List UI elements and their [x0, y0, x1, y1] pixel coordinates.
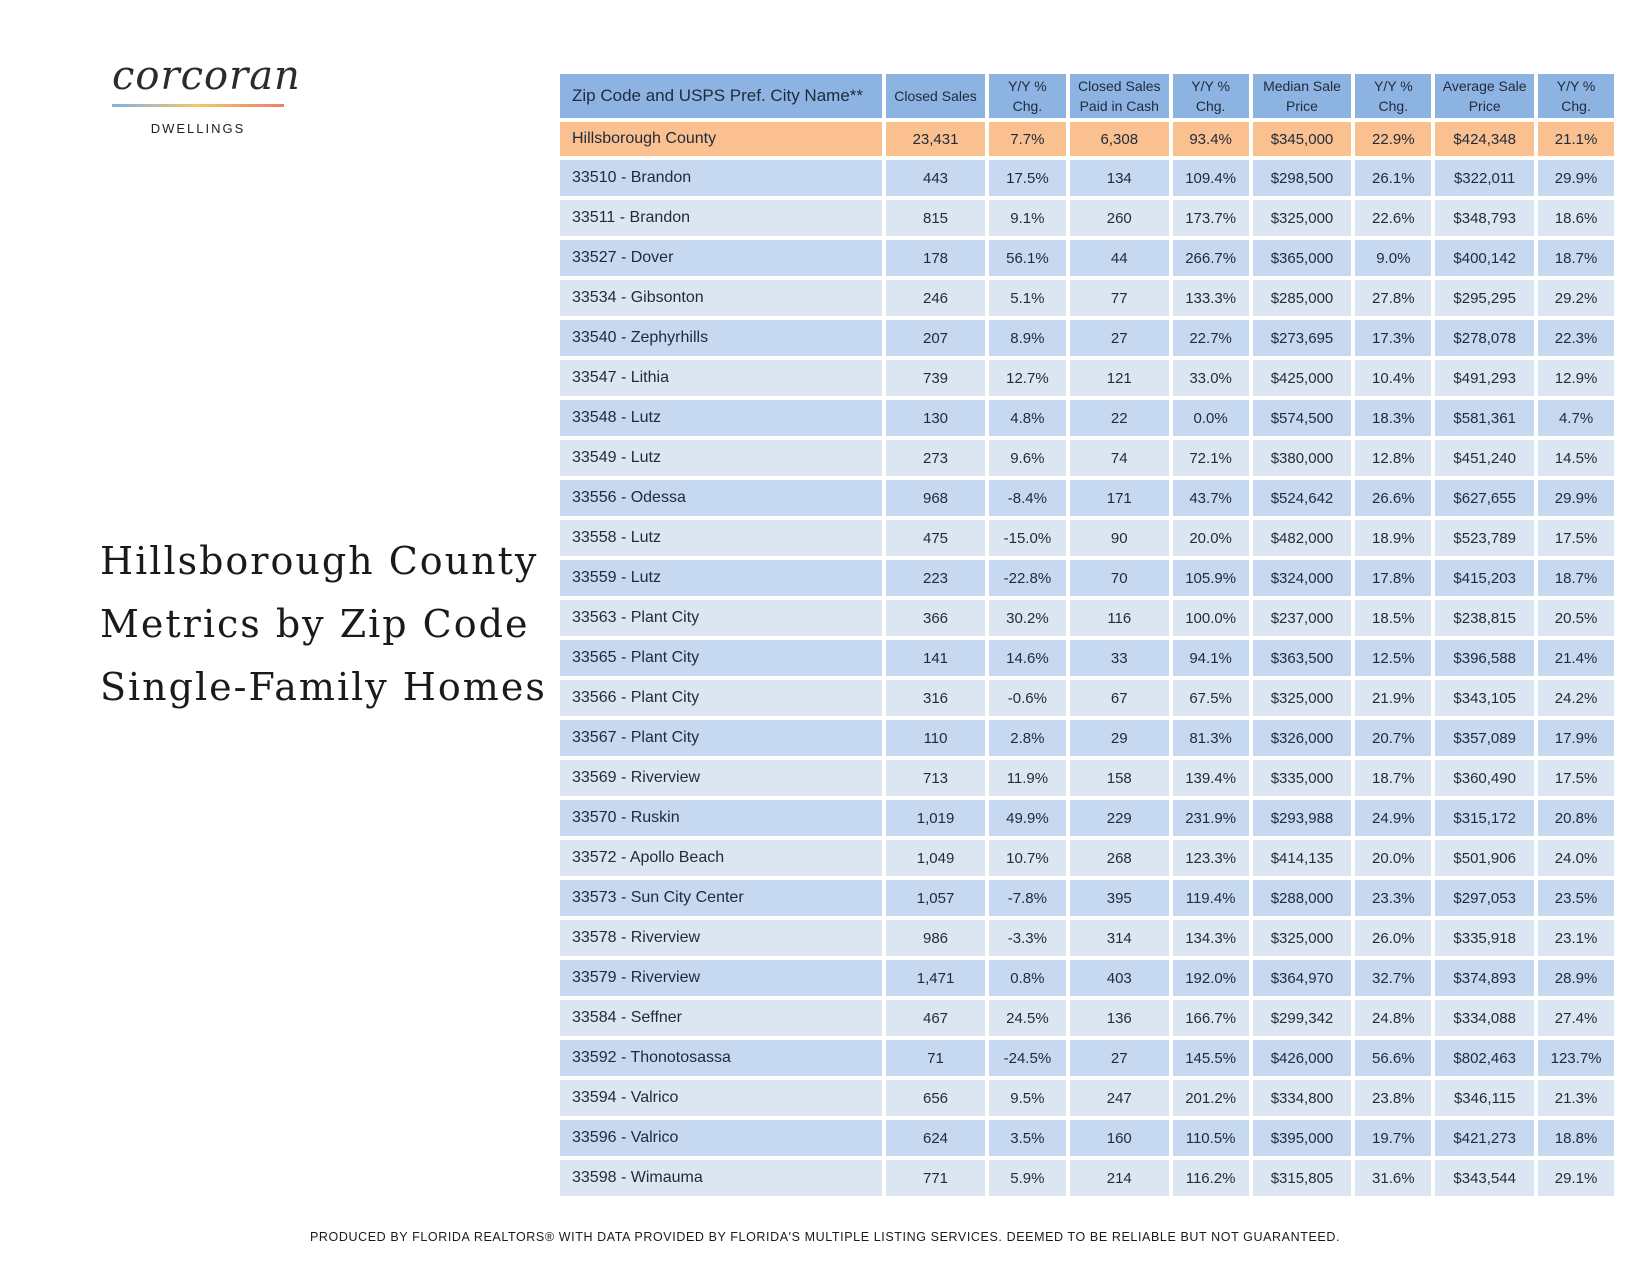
corcoran-logo [112, 52, 301, 136]
table-row [560, 200, 1614, 236]
cash-sales-yy-cell: 72.1% [1173, 440, 1249, 476]
county-median-price-yy-cell: 22.9% [1355, 122, 1431, 156]
table-row [560, 240, 1614, 276]
median-price-yy-cell: 19.7% [1355, 1120, 1431, 1156]
table-row [560, 1120, 1614, 1156]
zip-city-cell: 33527 - Dover [560, 240, 882, 276]
zip-city-cell: 33598 - Wimauma [560, 1160, 882, 1196]
median-price-cell: $325,000 [1253, 920, 1352, 956]
average-price-cell: $451,240 [1435, 440, 1534, 476]
zip-city-cell: 33547 - Lithia [560, 360, 882, 396]
closed-sales-cell: 1,057 [886, 880, 985, 916]
closed-sales-cell: 968 [886, 480, 985, 516]
average-price-cell: $348,793 [1435, 200, 1534, 236]
zip-city-cell: 33556 - Odessa [560, 480, 882, 516]
average-price-cell: $346,115 [1435, 1080, 1534, 1116]
average-price-yy-cell: 17.5% [1538, 520, 1614, 556]
cash-sales-cell: 247 [1070, 1080, 1169, 1116]
median-price-cell: $334,800 [1253, 1080, 1352, 1116]
logo-gradient-bar [112, 104, 284, 107]
closed-sales-yy-cell: -0.6% [989, 680, 1066, 716]
county-closed-sales-yy-cell: 7.7% [989, 122, 1066, 156]
median-price-cell: $335,000 [1253, 760, 1352, 796]
average-price-yy-cell: 21.4% [1538, 640, 1614, 676]
median-price-cell: $482,000 [1253, 520, 1352, 556]
average-price-yy-cell: 18.8% [1538, 1120, 1614, 1156]
cash-sales-yy-cell: 231.9% [1173, 800, 1249, 836]
zip-city-cell: 33548 - Lutz [560, 400, 882, 436]
median-price-yy-cell: 27.8% [1355, 280, 1431, 316]
median-price-cell: $298,500 [1253, 160, 1352, 196]
median-price-cell: $365,000 [1253, 240, 1352, 276]
zip-city-cell: 33573 - Sun City Center [560, 880, 882, 916]
average-price-cell: $315,172 [1435, 800, 1534, 836]
closed-sales-cell: 656 [886, 1080, 985, 1116]
table-row [560, 720, 1614, 756]
closed-sales-yy-cell: 17.5% [989, 160, 1066, 196]
closed-sales-cell: 1,049 [886, 840, 985, 876]
median-price-yy-cell: 32.7% [1355, 960, 1431, 996]
title-line-2: Metrics by Zip Code [100, 602, 530, 646]
title-line-1: Hillsborough County [100, 539, 539, 583]
median-price-cell: $293,988 [1253, 800, 1352, 836]
zip-city-cell: 33578 - Riverview [560, 920, 882, 956]
median-price-yy-cell: 24.9% [1355, 800, 1431, 836]
cash-sales-yy-cell: 100.0% [1173, 600, 1249, 636]
average-price-yy-cell: 123.7% [1538, 1040, 1614, 1076]
table-row [560, 280, 1614, 316]
median-price-yy-cell: 21.9% [1355, 680, 1431, 716]
median-price-yy-cell: 17.8% [1355, 560, 1431, 596]
closed-sales-yy-cell: 3.5% [989, 1120, 1066, 1156]
table-row [560, 800, 1614, 836]
average-price-cell: $334,088 [1435, 1000, 1534, 1036]
cash-sales-yy-cell: 0.0% [1173, 400, 1249, 436]
zip-city-cell: 33549 - Lutz [560, 440, 882, 476]
cash-sales-cell: 33 [1070, 640, 1169, 676]
average-price-cell: $415,203 [1435, 560, 1534, 596]
cash-sales-yy-cell: 20.0% [1173, 520, 1249, 556]
cash-sales-cell: 403 [1070, 960, 1169, 996]
cash-sales-cell: 74 [1070, 440, 1169, 476]
table-row [560, 320, 1614, 356]
average-price-cell: $360,490 [1435, 760, 1534, 796]
table-row [560, 360, 1614, 396]
median-price-cell: $380,000 [1253, 440, 1352, 476]
median-price-yy-cell: 9.0% [1355, 240, 1431, 276]
cash-sales-cell: 214 [1070, 1160, 1169, 1196]
median-price-yy-cell: 17.3% [1355, 320, 1431, 356]
cash-sales-yy-cell: 43.7% [1173, 480, 1249, 516]
cash-sales-yy-cell: 139.4% [1173, 760, 1249, 796]
cash-sales-cell: 116 [1070, 600, 1169, 636]
county-closed-sales-cell: 23,431 [886, 122, 985, 156]
median-price-cell: $315,805 [1253, 1160, 1352, 1196]
median-price-yy-cell: 12.8% [1355, 440, 1431, 476]
cash-sales-cell: 22 [1070, 400, 1169, 436]
cash-sales-cell: 158 [1070, 760, 1169, 796]
closed-sales-yy-cell: -3.3% [989, 920, 1066, 956]
median-price-yy-cell: 26.0% [1355, 920, 1431, 956]
header-average-price: Average Sale Price [1435, 74, 1534, 118]
cash-sales-cell: 314 [1070, 920, 1169, 956]
title-line-3: Single-Family Homes [100, 665, 547, 709]
closed-sales-yy-cell: -22.8% [989, 560, 1066, 596]
average-price-yy-cell: 29.9% [1538, 160, 1614, 196]
closed-sales-yy-cell: 9.6% [989, 440, 1066, 476]
cash-sales-yy-cell: 33.0% [1173, 360, 1249, 396]
table-header-row [560, 74, 1614, 118]
median-price-cell: $425,000 [1253, 360, 1352, 396]
cash-sales-yy-cell: 94.1% [1173, 640, 1249, 676]
closed-sales-cell: 815 [886, 200, 985, 236]
closed-sales-cell: 739 [886, 360, 985, 396]
average-price-cell: $581,361 [1435, 400, 1534, 436]
closed-sales-yy-cell: 30.2% [989, 600, 1066, 636]
footer-disclaimer: PRODUCED BY FLORIDA REALTORS® WITH DATA PROVIDED BY FLORIDA'S MULTIPLE LISTING SERVICES. DEEMED TO BE RELIABLE BUT NOT GUARANTEED. [309, 1230, 1341, 1244]
closed-sales-yy-cell: 0.8% [989, 960, 1066, 996]
cash-sales-yy-cell: 145.5% [1173, 1040, 1249, 1076]
average-price-yy-cell: 29.2% [1538, 280, 1614, 316]
median-price-yy-cell: 10.4% [1355, 360, 1431, 396]
average-price-yy-cell: 24.2% [1538, 680, 1614, 716]
closed-sales-cell: 223 [886, 560, 985, 596]
cash-sales-cell: 136 [1070, 1000, 1169, 1036]
closed-sales-yy-cell: 5.1% [989, 280, 1066, 316]
average-price-cell: $295,295 [1435, 280, 1534, 316]
table-row [560, 840, 1614, 876]
median-price-yy-cell: 22.6% [1355, 200, 1431, 236]
cash-sales-cell: 260 [1070, 200, 1169, 236]
median-price-yy-cell: 18.7% [1355, 760, 1431, 796]
median-price-cell: $395,000 [1253, 1120, 1352, 1156]
average-price-cell: $322,011 [1435, 160, 1534, 196]
average-price-cell: $421,273 [1435, 1120, 1534, 1156]
closed-sales-cell: 130 [886, 400, 985, 436]
average-price-cell: $501,906 [1435, 840, 1534, 876]
median-price-yy-cell: 18.5% [1355, 600, 1431, 636]
average-price-yy-cell: 23.5% [1538, 880, 1614, 916]
closed-sales-cell: 1,471 [886, 960, 985, 996]
median-price-cell: $326,000 [1253, 720, 1352, 756]
average-price-yy-cell: 17.9% [1538, 720, 1614, 756]
county-median-price-cell: $345,000 [1253, 122, 1352, 156]
zip-city-cell: 33510 - Brandon [560, 160, 882, 196]
county-average-price-yy-cell: 21.1% [1538, 122, 1614, 156]
median-price-yy-cell: 20.7% [1355, 720, 1431, 756]
closed-sales-yy-cell: -8.4% [989, 480, 1066, 516]
median-price-yy-cell: 23.8% [1355, 1080, 1431, 1116]
county-cash-sales-yy-cell: 93.4% [1173, 122, 1249, 156]
median-price-cell: $288,000 [1253, 880, 1352, 916]
closed-sales-yy-cell: 14.6% [989, 640, 1066, 676]
logo-wordmark: corcoran [112, 53, 301, 99]
average-price-cell: $278,078 [1435, 320, 1534, 356]
zip-city-cell: 33563 - Plant City [560, 600, 882, 636]
average-price-yy-cell: 24.0% [1538, 840, 1614, 876]
cash-sales-yy-cell: 119.4% [1173, 880, 1249, 916]
closed-sales-cell: 443 [886, 160, 985, 196]
average-price-yy-cell: 12.9% [1538, 360, 1614, 396]
closed-sales-yy-cell: 9.5% [989, 1080, 1066, 1116]
cash-sales-cell: 27 [1070, 1040, 1169, 1076]
table-row [560, 480, 1614, 516]
average-price-yy-cell: 14.5% [1538, 440, 1614, 476]
header-cash-sales: Closed Sales Paid in Cash [1070, 74, 1169, 118]
closed-sales-yy-cell: -7.8% [989, 880, 1066, 916]
median-price-cell: $414,135 [1253, 840, 1352, 876]
average-price-yy-cell: 29.1% [1538, 1160, 1614, 1196]
median-price-cell: $364,970 [1253, 960, 1352, 996]
cash-sales-yy-cell: 166.7% [1173, 1000, 1249, 1036]
cash-sales-cell: 268 [1070, 840, 1169, 876]
header-median-price: Median Sale Price [1253, 74, 1352, 118]
zip-city-cell: 33572 - Apollo Beach [560, 840, 882, 876]
cash-sales-cell: 27 [1070, 320, 1169, 356]
closed-sales-yy-cell: -24.5% [989, 1040, 1066, 1076]
closed-sales-yy-cell: 9.1% [989, 200, 1066, 236]
average-price-yy-cell: 18.7% [1538, 240, 1614, 276]
metrics-table [556, 70, 1618, 1200]
cash-sales-cell: 77 [1070, 280, 1169, 316]
logo-subtitle: DWELLINGS [150, 121, 246, 136]
average-price-cell: $396,588 [1435, 640, 1534, 676]
average-price-yy-cell: 28.9% [1538, 960, 1614, 996]
header-zip-city: Zip Code and USPS Pref. City Name** [560, 74, 882, 118]
average-price-cell: $627,655 [1435, 480, 1534, 516]
header-average-price-yy: Y/Y % Chg. [1538, 74, 1614, 118]
average-price-yy-cell: 20.8% [1538, 800, 1614, 836]
median-price-yy-cell: 18.3% [1355, 400, 1431, 436]
table-row [560, 560, 1614, 596]
cash-sales-yy-cell: 109.4% [1173, 160, 1249, 196]
zip-city-cell: 33594 - Valrico [560, 1080, 882, 1116]
average-price-yy-cell: 23.1% [1538, 920, 1614, 956]
table-row [560, 1000, 1614, 1036]
median-price-yy-cell: 26.1% [1355, 160, 1431, 196]
average-price-yy-cell: 22.3% [1538, 320, 1614, 356]
zip-city-cell: 33569 - Riverview [560, 760, 882, 796]
zip-city-cell: 33596 - Valrico [560, 1120, 882, 1156]
closed-sales-cell: 771 [886, 1160, 985, 1196]
county-total-row [560, 122, 1614, 156]
closed-sales-yy-cell: -15.0% [989, 520, 1066, 556]
table-row [560, 600, 1614, 636]
cash-sales-cell: 44 [1070, 240, 1169, 276]
median-price-yy-cell: 23.3% [1355, 880, 1431, 916]
cash-sales-cell: 70 [1070, 560, 1169, 596]
closed-sales-yy-cell: 10.7% [989, 840, 1066, 876]
average-price-yy-cell: 29.9% [1538, 480, 1614, 516]
county-average-price-cell: $424,348 [1435, 122, 1534, 156]
cash-sales-cell: 395 [1070, 880, 1169, 916]
average-price-yy-cell: 18.6% [1538, 200, 1614, 236]
table-row [560, 760, 1614, 796]
average-price-yy-cell: 17.5% [1538, 760, 1614, 796]
average-price-cell: $343,544 [1435, 1160, 1534, 1196]
table-row [560, 400, 1614, 436]
closed-sales-cell: 246 [886, 280, 985, 316]
average-price-cell: $343,105 [1435, 680, 1534, 716]
cash-sales-yy-cell: 116.2% [1173, 1160, 1249, 1196]
closed-sales-yy-cell: 11.9% [989, 760, 1066, 796]
closed-sales-yy-cell: 24.5% [989, 1000, 1066, 1036]
table-row [560, 640, 1614, 676]
closed-sales-cell: 366 [886, 600, 985, 636]
average-price-cell: $238,815 [1435, 600, 1534, 636]
median-price-cell: $325,000 [1253, 200, 1352, 236]
cash-sales-cell: 171 [1070, 480, 1169, 516]
cash-sales-cell: 121 [1070, 360, 1169, 396]
closed-sales-cell: 713 [886, 760, 985, 796]
zip-city-cell: 33511 - Brandon [560, 200, 882, 236]
table-row [560, 1080, 1614, 1116]
table-row [560, 960, 1614, 996]
median-price-yy-cell: 18.9% [1355, 520, 1431, 556]
median-price-cell: $324,000 [1253, 560, 1352, 596]
cash-sales-cell: 229 [1070, 800, 1169, 836]
median-price-cell: $363,500 [1253, 640, 1352, 676]
median-price-yy-cell: 56.6% [1355, 1040, 1431, 1076]
average-price-yy-cell: 20.5% [1538, 600, 1614, 636]
closed-sales-cell: 178 [886, 240, 985, 276]
cash-sales-yy-cell: 266.7% [1173, 240, 1249, 276]
median-price-cell: $285,000 [1253, 280, 1352, 316]
zip-city-cell: 33592 - Thonotosassa [560, 1040, 882, 1076]
cash-sales-yy-cell: 173.7% [1173, 200, 1249, 236]
zip-city-cell: 33566 - Plant City [560, 680, 882, 716]
closed-sales-cell: 316 [886, 680, 985, 716]
closed-sales-cell: 110 [886, 720, 985, 756]
average-price-cell: $335,918 [1435, 920, 1534, 956]
average-price-cell: $523,789 [1435, 520, 1534, 556]
cash-sales-cell: 134 [1070, 160, 1169, 196]
cash-sales-yy-cell: 22.7% [1173, 320, 1249, 356]
header-median-price-yy: Y/Y % Chg. [1355, 74, 1431, 118]
median-price-cell: $524,642 [1253, 480, 1352, 516]
table-row [560, 520, 1614, 556]
average-price-cell: $297,053 [1435, 880, 1534, 916]
average-price-yy-cell: 27.4% [1538, 1000, 1614, 1036]
zip-city-cell: 33559 - Lutz [560, 560, 882, 596]
cash-sales-yy-cell: 67.5% [1173, 680, 1249, 716]
median-price-cell: $426,000 [1253, 1040, 1352, 1076]
cash-sales-yy-cell: 192.0% [1173, 960, 1249, 996]
cash-sales-yy-cell: 201.2% [1173, 1080, 1249, 1116]
zip-city-cell: 33570 - Ruskin [560, 800, 882, 836]
closed-sales-yy-cell: 2.8% [989, 720, 1066, 756]
cash-sales-cell: 67 [1070, 680, 1169, 716]
cash-sales-cell: 29 [1070, 720, 1169, 756]
cash-sales-yy-cell: 134.3% [1173, 920, 1249, 956]
median-price-yy-cell: 31.6% [1355, 1160, 1431, 1196]
closed-sales-yy-cell: 8.9% [989, 320, 1066, 356]
average-price-cell: $802,463 [1435, 1040, 1534, 1076]
table-row [560, 920, 1614, 956]
closed-sales-yy-cell: 12.7% [989, 360, 1066, 396]
median-price-cell: $299,342 [1253, 1000, 1352, 1036]
header-closed-sales-yy: Y/Y % Chg. [989, 74, 1066, 118]
closed-sales-cell: 207 [886, 320, 985, 356]
median-price-yy-cell: 20.0% [1355, 840, 1431, 876]
cash-sales-cell: 90 [1070, 520, 1169, 556]
table-row [560, 1160, 1614, 1196]
average-price-cell: $491,293 [1435, 360, 1534, 396]
cash-sales-cell: 160 [1070, 1120, 1169, 1156]
closed-sales-cell: 141 [886, 640, 985, 676]
median-price-cell: $574,500 [1253, 400, 1352, 436]
closed-sales-yy-cell: 4.8% [989, 400, 1066, 436]
page-title [100, 530, 547, 719]
closed-sales-yy-cell: 49.9% [989, 800, 1066, 836]
closed-sales-yy-cell: 56.1% [989, 240, 1066, 276]
cash-sales-yy-cell: 105.9% [1173, 560, 1249, 596]
zip-city-cell: 33584 - Seffner [560, 1000, 882, 1036]
median-price-cell: $273,695 [1253, 320, 1352, 356]
zip-city-cell: 33565 - Plant City [560, 640, 882, 676]
median-price-yy-cell: 12.5% [1355, 640, 1431, 676]
closed-sales-cell: 986 [886, 920, 985, 956]
cash-sales-yy-cell: 123.3% [1173, 840, 1249, 876]
closed-sales-cell: 624 [886, 1120, 985, 1156]
zip-city-cell: 33540 - Zephyrhills [560, 320, 882, 356]
average-price-cell: $374,893 [1435, 960, 1534, 996]
zip-city-cell: 33558 - Lutz [560, 520, 882, 556]
closed-sales-cell: 475 [886, 520, 985, 556]
closed-sales-cell: 467 [886, 1000, 985, 1036]
table-row [560, 440, 1614, 476]
average-price-cell: $357,089 [1435, 720, 1534, 756]
table-row [560, 1040, 1614, 1076]
cash-sales-yy-cell: 133.3% [1173, 280, 1249, 316]
average-price-yy-cell: 18.7% [1538, 560, 1614, 596]
table-row [560, 880, 1614, 916]
table-row [560, 160, 1614, 196]
median-price-cell: $237,000 [1253, 600, 1352, 636]
header-closed-sales: Closed Sales [886, 74, 985, 118]
closed-sales-cell: 1,019 [886, 800, 985, 836]
median-price-cell: $325,000 [1253, 680, 1352, 716]
header-cash-sales-yy: Y/Y % Chg. [1173, 74, 1249, 118]
cash-sales-yy-cell: 110.5% [1173, 1120, 1249, 1156]
closed-sales-yy-cell: 5.9% [989, 1160, 1066, 1196]
county-name-cell: Hillsborough County [560, 122, 882, 156]
median-price-yy-cell: 26.6% [1355, 480, 1431, 516]
table-row [560, 680, 1614, 716]
cash-sales-yy-cell: 81.3% [1173, 720, 1249, 756]
zip-city-cell: 33579 - Riverview [560, 960, 882, 996]
average-price-yy-cell: 21.3% [1538, 1080, 1614, 1116]
zip-city-cell: 33567 - Plant City [560, 720, 882, 756]
closed-sales-cell: 71 [886, 1040, 985, 1076]
county-cash-sales-cell: 6,308 [1070, 122, 1169, 156]
closed-sales-cell: 273 [886, 440, 985, 476]
average-price-yy-cell: 4.7% [1538, 400, 1614, 436]
median-price-yy-cell: 24.8% [1355, 1000, 1431, 1036]
average-price-cell: $400,142 [1435, 240, 1534, 276]
zip-city-cell: 33534 - Gibsonton [560, 280, 882, 316]
